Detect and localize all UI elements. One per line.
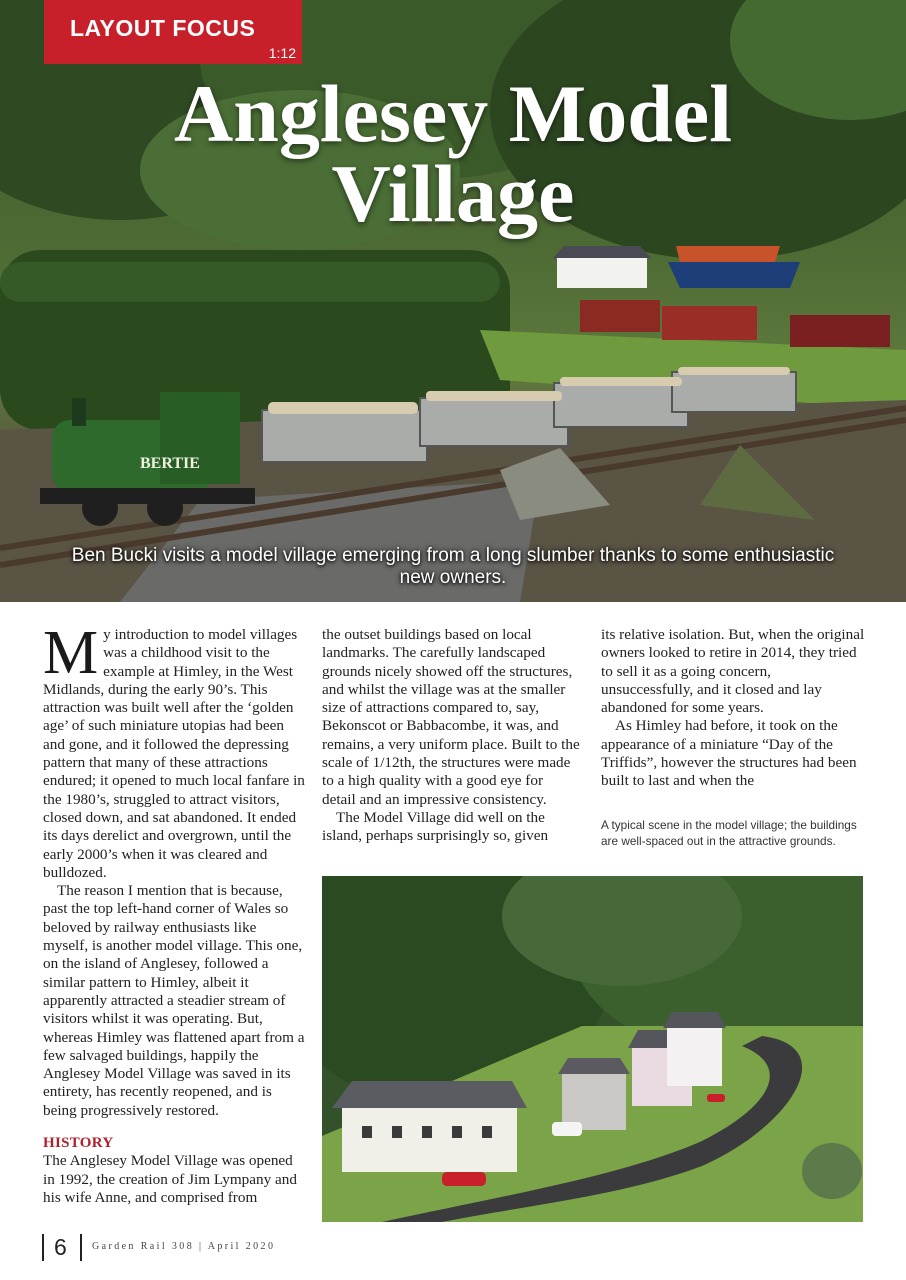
footer-divider: [80, 1234, 82, 1261]
text-column-3: [601, 626, 865, 791]
section-tag-scale: 1:12: [268, 45, 296, 61]
paragraph: its relative isolation. But, when the original owners looked to retire in 2014, they tried to sell it as a going concern, unsuccessfully, and it closed and lay abandoned for some years.: [601, 626, 865, 717]
paragraph: the outset buildings based on local landmarks. The carefully landscaped grounds nicely showed off the structures, and whilst the village was at the smaller size of attractions compared to, say, Bekonscot or Babbacombe, it was, and remains, a very uniform place. Built to the scale of 1/12th, the structures were made to a high quality with a good eye for detail and an impressive consistency.: [322, 626, 580, 808]
paragraph-text: y introduction to model villages was a childhood visit to the example at Himley, in the West Midlands, during the early 90’s. This attraction was built well after the ‘golden age’ of such miniature utopias had been and gone, and it followed the depressing pattern that many of these attractions endured; it opened to much local fanfare in the 1980’s, struggled to attract visitors, closed down, and sat abandoned. It ended its days derelict and overgrown, until the early 2000’s when it was cleared and bulldozed.: [43, 626, 305, 881]
paragraph: The reason I mention that is because, past the top left-hand corner of Wales so beloved by railway enthusiasts like myself, is another model village. This one, on the island of Anglesey, followed a similar pattern to Himley, albeit it apparently attracted a steadier stream of visitors whilst it was operating. But, whereas Himley was flattened apart from a few salvaged buildings, happily the Anglesey Model Village was saved in its entirety, has recently reopened, and is being progressively restored.: [43, 882, 305, 1119]
section-tag-label: LAYOUT FOCUS: [70, 15, 256, 41]
page-number: 6: [54, 1234, 67, 1260]
article-title-line1: Anglesey Model: [174, 68, 732, 159]
paragraph: The Anglesey Model Village was opened in 1992, the creation of Jim Lympany and his wife Anne, and comprised from: [43, 1152, 297, 1206]
issue-info: Garden Rail 308 | April 2020: [92, 1241, 276, 1252]
paragraph: The Model Village did well on the island, perhaps surprisingly so, given: [322, 808, 549, 845]
article-title-line2: Village: [331, 148, 575, 239]
section-heading: HISTORY: [43, 1135, 114, 1152]
article-title: [0, 68, 906, 239]
village-scene-illustration: [322, 876, 863, 1222]
hero-photo: [0, 0, 906, 602]
paragraph: As Himley had before, it took on the appearance of a miniature “Day of the Triffids”, however the structures had been built to last and when the: [601, 717, 857, 790]
footer-divider: [42, 1234, 44, 1261]
text-column-2: [322, 626, 580, 846]
village-photo: [322, 876, 863, 1222]
loco-nameplate: BERTIE: [140, 455, 200, 472]
photo-caption: A typical scene in the model village; the buildings are well-spaced out in the attractive grounds.: [601, 818, 857, 848]
drop-cap: M: [43, 619, 99, 687]
section-tag: [44, 0, 302, 64]
text-column-1: [43, 619, 305, 1207]
article-standfirst: Ben Bucki visits a model village emerging from a long slumber thanks to some enthusiastic new owners.: [71, 545, 835, 588]
paragraph: [43, 619, 305, 882]
